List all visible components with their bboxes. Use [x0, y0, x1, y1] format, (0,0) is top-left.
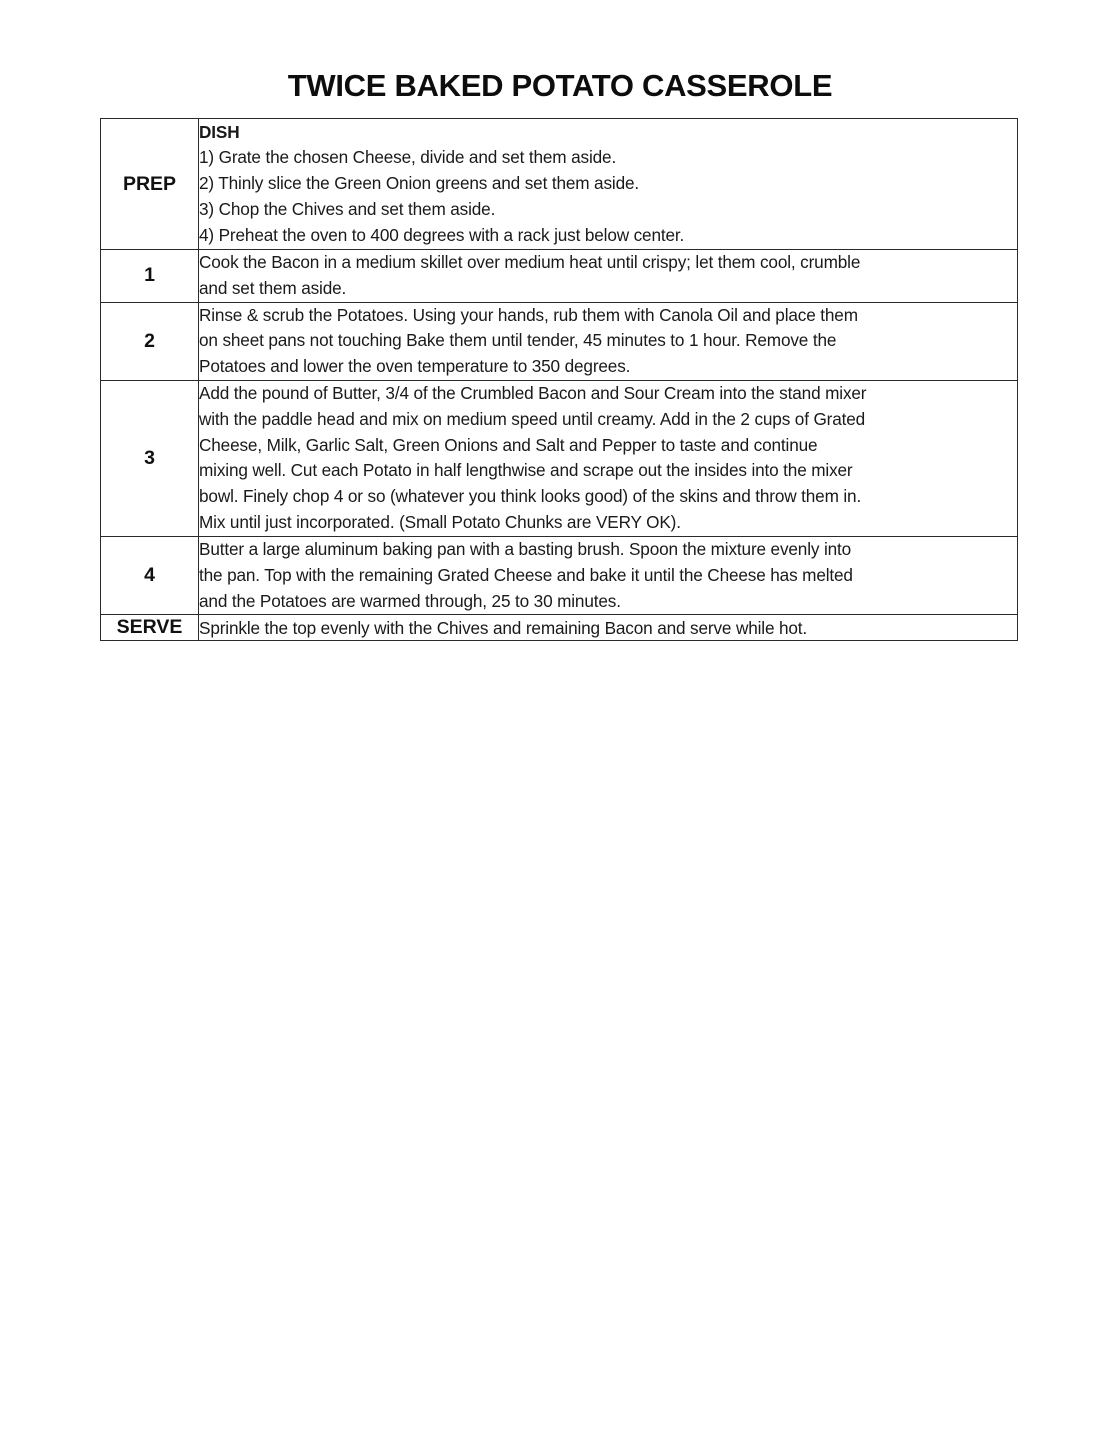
instruction-line: Cook the Bacon in a medium skillet over medium heat until crispy; let them cool, crumble — [199, 252, 861, 272]
table-row-step-3 — [101, 380, 1018, 536]
recipe-title: TWICE BAKED POTATO CASSEROLE — [287, 68, 833, 103]
instruction-line: 1) Grate the chosen Cheese, divide and set them aside. — [199, 147, 617, 168]
table-row-step-2 — [101, 302, 1018, 380]
instruction-line: Add the pound of Butter, 3/4 of the Crumbled Bacon and Sour Cream into the stand mixer — [199, 383, 867, 404]
step-instructions — [199, 536, 1018, 614]
instruction-line: mixing well. Cut each Potato in half lengthwise and scrape out the insides into the mixer — [199, 460, 853, 481]
instruction-line: 2) Thinly slice the Green Onion greens and set them aside. — [199, 173, 640, 194]
instruction-line: the pan. Top with the remaining Grated Cheese and bake it until the Cheese has melted — [199, 564, 853, 585]
table-row-serve — [101, 615, 1018, 641]
step-label: SERVE — [101, 615, 199, 641]
step-instructions — [199, 250, 1018, 303]
instruction-line: Mix until just incorporated. (Small Potato Chunks are VERY OK). — [199, 512, 681, 533]
step-instructions — [199, 380, 1018, 536]
step-label: PREP — [101, 119, 199, 250]
step-label: 3 — [101, 380, 199, 536]
table-row-step-1 — [101, 250, 1018, 303]
instruction-line: Butter a large aluminum baking pan with a basting brush. Spoon the mixture evenly into — [199, 538, 852, 559]
instruction-line: on sheet pans not touching Bake them until tender, 45 minutes to 1 hour. Remove the — [199, 330, 837, 351]
instruction-line: and set them aside. — [199, 277, 347, 298]
instruction-line: Cheese, Milk, Garlic Salt, Green Onions and Salt and Pepper to taste and continue — [199, 434, 818, 455]
step-label: 4 — [101, 536, 199, 614]
instruction-line: Sprinkle the top evenly with the Chives and remaining Bacon and serve while hot. — [199, 617, 808, 638]
instruction-line: 3) Chop the Chives and set them aside. — [199, 198, 496, 219]
step-label: 1 — [101, 250, 199, 303]
instruction-line: 4) Preheat the oven to 400 degrees with a rack just below center. — [199, 224, 685, 245]
instruction-line: Potatoes and lower the oven temperature to 350 degrees. — [199, 356, 631, 377]
table-row-prep — [101, 119, 1018, 250]
prep-heading: DISH — [199, 121, 240, 142]
step-instructions — [199, 615, 1018, 641]
instruction-line: bowl. Finely chop 4 or so (whatever you think looks good) of the skins and throw them in. — [199, 486, 862, 507]
table-row-step-4 — [101, 536, 1018, 614]
instruction-line: and the Potatoes are warmed through, 25 to 30 minutes. — [199, 590, 621, 611]
instruction-line: with the paddle head and mix on medium speed until creamy. Add in the 2 cups of Grated — [199, 408, 866, 429]
step-label: 2 — [101, 302, 199, 380]
instruction-line: Rinse & scrub the Potatoes. Using your hands, rub them with Canola Oil and place them — [199, 304, 858, 325]
step-instructions — [199, 302, 1018, 380]
recipe-steps-table — [100, 118, 1018, 641]
step-instructions — [199, 119, 1018, 250]
